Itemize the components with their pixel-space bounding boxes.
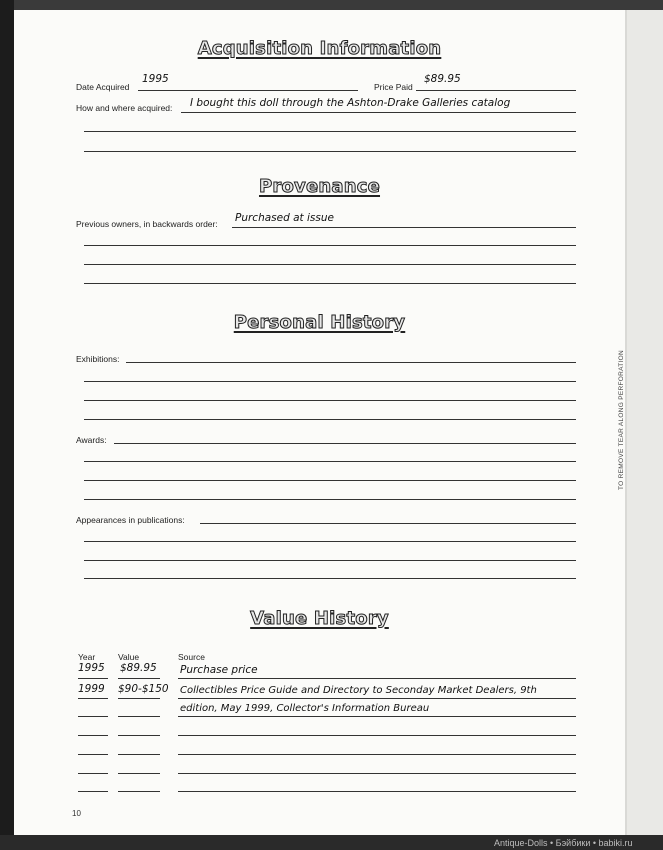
watermark: Antique-Dolls • Бэйбики • babiki.ru — [494, 838, 633, 848]
acquisition-heading: Acquisition Information — [197, 38, 442, 59]
value-row-source-continued[interactable]: edition, May 1999, Collector's Information Bureau — [180, 703, 430, 714]
blank-line — [84, 419, 576, 420]
scan-left-edge — [0, 0, 14, 850]
blank-line — [84, 400, 576, 401]
blank-line — [84, 480, 576, 481]
value-line — [118, 791, 160, 792]
year-column-header: Year — [78, 652, 96, 662]
price-paid-line — [416, 90, 576, 91]
previous-owners-label: Previous owners, in backwards order: — [76, 219, 218, 229]
perforation-strip — [625, 10, 663, 835]
page-number: 10 — [72, 809, 81, 818]
previous-owners-value[interactable]: Purchased at issue — [235, 212, 334, 224]
blank-line — [84, 541, 576, 542]
year-line — [78, 678, 108, 679]
publications-line — [200, 523, 576, 524]
exhibitions-label: Exhibitions: — [76, 354, 120, 364]
perforation-instruction — [614, 340, 630, 490]
value-row-year[interactable]: 1999 — [78, 683, 105, 695]
how-acquired-line — [181, 112, 576, 113]
year-line — [78, 735, 108, 736]
perforation-instruction-text: TO REMOVE TEAR ALONG PERFORATION — [618, 350, 625, 490]
value-line — [118, 698, 160, 699]
source-line — [178, 678, 576, 679]
value-line — [118, 773, 160, 774]
source-column-header: Source — [178, 652, 205, 662]
value-line — [118, 754, 160, 755]
blank-line — [84, 578, 576, 579]
source-line — [178, 754, 576, 755]
value-row-value[interactable]: $89.95 — [120, 662, 157, 674]
value-row-source[interactable]: Purchase price — [180, 664, 258, 676]
year-line — [78, 791, 108, 792]
value-row-year[interactable]: 1995 — [78, 662, 105, 674]
year-line — [78, 754, 108, 755]
blank-line — [84, 560, 576, 561]
value-line — [118, 678, 160, 679]
blank-line — [84, 499, 576, 500]
blank-line — [84, 283, 576, 284]
value-line — [118, 735, 160, 736]
blank-line — [84, 264, 576, 265]
value-row-value[interactable]: $90-$150 — [118, 683, 169, 695]
source-line — [178, 716, 576, 717]
awards-label: Awards: — [76, 435, 107, 445]
date-acquired-line — [138, 90, 358, 91]
year-line — [78, 773, 108, 774]
value-history-heading: Value History — [250, 608, 389, 629]
blank-line — [84, 461, 576, 462]
how-acquired-label: How and where acquired: — [76, 103, 173, 113]
source-line — [178, 791, 576, 792]
source-line — [178, 698, 576, 699]
provenance-heading: Provenance — [258, 176, 381, 197]
personal-history-heading: Personal History — [233, 312, 406, 333]
blank-line — [84, 131, 576, 132]
value-column-header: Value — [118, 652, 140, 662]
awards-line — [114, 443, 576, 444]
price-paid-label: Price Paid — [374, 82, 413, 92]
date-acquired-label: Date Acquired — [76, 82, 130, 92]
date-acquired-value[interactable]: 1995 — [142, 73, 169, 85]
previous-owners-line — [232, 227, 576, 228]
value-row-source[interactable]: Collectibles Price Guide and Directory to Seconday Market Dealers, 9th — [180, 685, 537, 696]
blank-line — [84, 245, 576, 246]
price-paid-value[interactable]: $89.95 — [424, 73, 461, 85]
value-line — [118, 716, 160, 717]
record-page — [14, 10, 625, 835]
year-line — [78, 698, 108, 699]
publications-label: Appearances in publications: — [76, 515, 185, 525]
source-line — [178, 773, 576, 774]
how-acquired-value[interactable]: I bought this doll through the Ashton-Drake Galleries catalog — [190, 97, 511, 109]
year-line — [78, 716, 108, 717]
source-line — [178, 735, 576, 736]
blank-line — [84, 381, 576, 382]
exhibitions-line — [126, 362, 576, 363]
blank-line — [84, 151, 576, 152]
